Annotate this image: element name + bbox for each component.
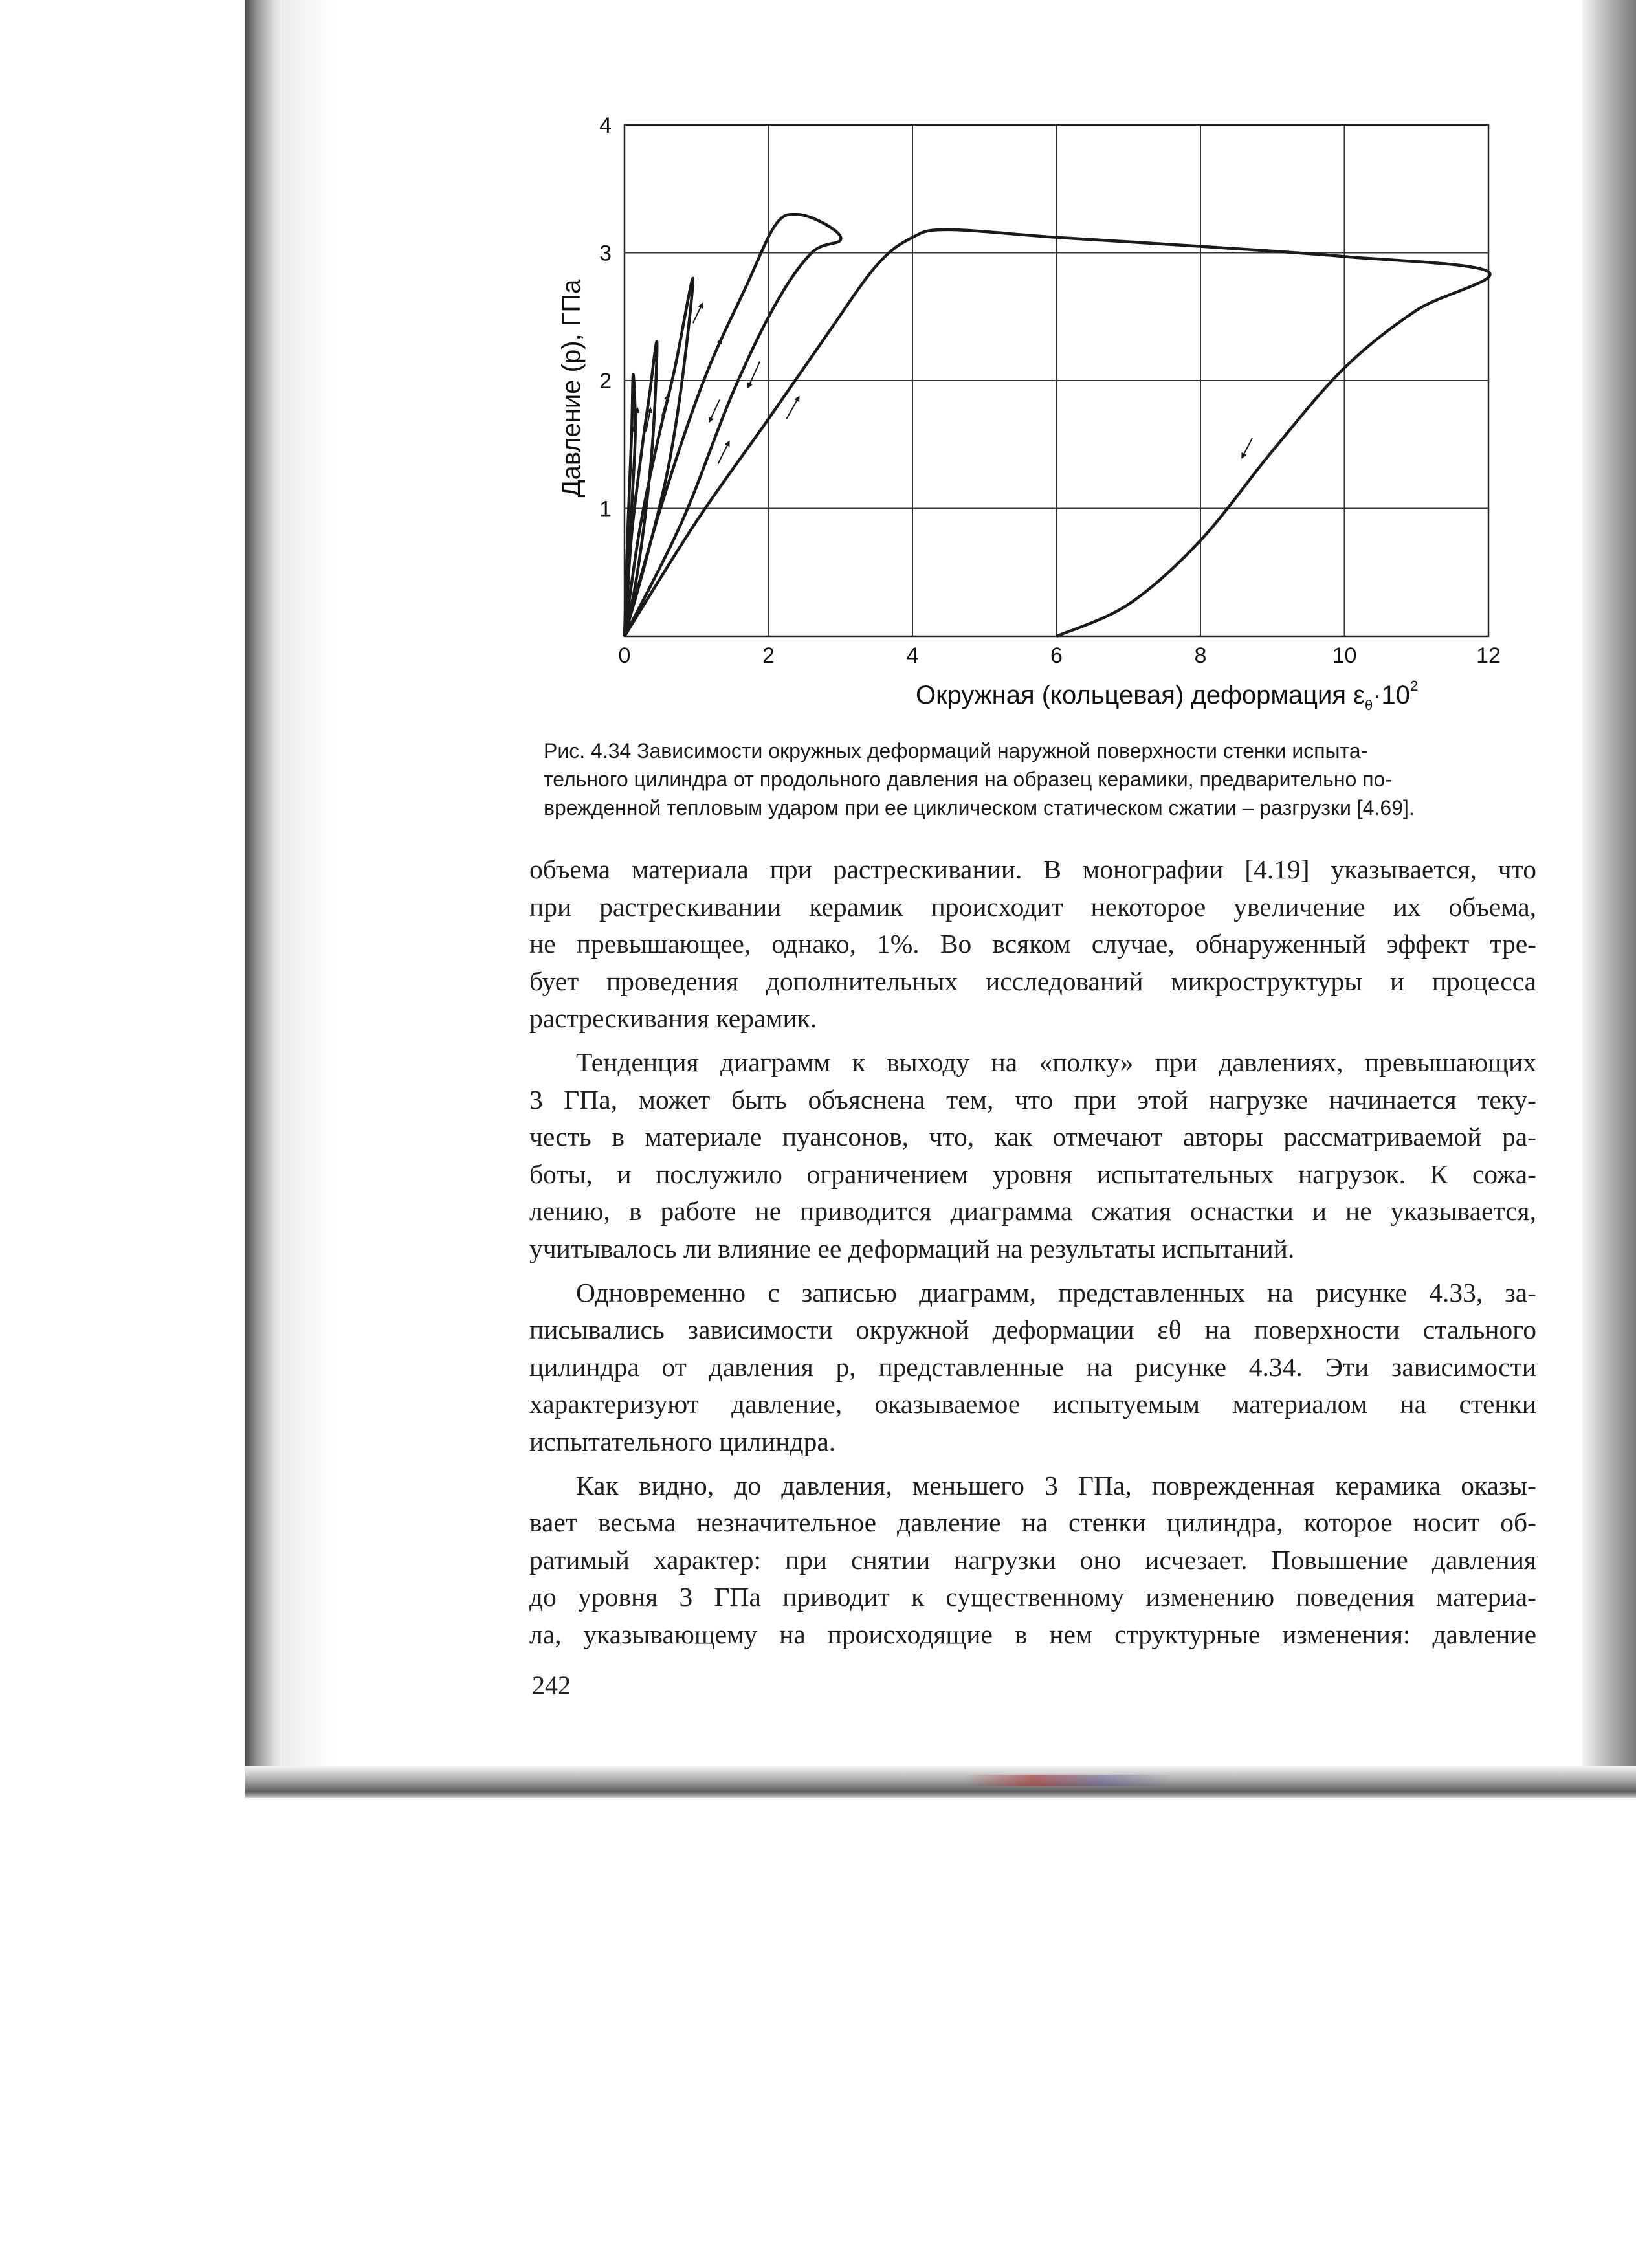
text-line: цилиндра от давления p, представленные на рисунке 4.34. Эти зависимости [529,1351,1536,1382]
direction-arrow [718,442,729,464]
book-bottom-edge [245,1766,1636,1798]
text-line: вает весьма незначительное давление на стенки цилиндра, которое носит об- [529,1507,1536,1538]
x-axis-title-suffix: ·10 [1373,681,1411,709]
page-number: 242 [532,1671,571,1700]
direction-arrow [709,400,720,422]
x-tick-label: 12 [1476,643,1501,668]
text-line: объема материала при растрескивании. В монографии [4.19] указывается, что [529,854,1536,884]
y-tick-label: 4 [599,113,612,138]
text-line: Как видно, до давления, меньшего 3 ГПа, поврежденная керамика оказы- [576,1470,1536,1500]
text-line: не превышающее, однако, 1%. Во всяком случае, обнаруженный эффект тре- [529,929,1536,959]
text-line: Тенденция диаграмм к выходу на «полку» при давлениях, превышающих [576,1047,1536,1077]
x-axis-title-sub: θ [1364,697,1373,713]
paragraph [529,851,1536,1038]
y-tick-label: 2 [599,369,612,394]
text-line: боты, и послужило ограничением уровня испытательных нагрузок. К сожа- [529,1159,1536,1189]
x-axis-title-sup: 2 [1410,678,1419,694]
direction-arrow [693,304,702,324]
direction-arrow [711,340,722,362]
caption-line: тельного цилиндра от продольного давления на образец керамики, предварительно по- [544,768,1392,791]
text-line: растрескивания керамик. [529,1003,817,1034]
caption-line: Рис. 4.34 Зависимости окружных деформаций наружной поверхности стенки испыта- [544,739,1368,762]
text-line: ратимый характер: при снятии нагрузки оно исчезает. Повышение давления [529,1544,1536,1575]
text-line: 3 ГПа, может быть объяснена тем, что при этой нагрузке начинается теку- [529,1084,1536,1115]
text-line: честь в материале пуансонов, что, как отмечают авторы рассматриваемой ра- [529,1122,1536,1152]
text-line: Одновременно с записью диаграмм, представленных на рисунке 4.33, за- [576,1277,1536,1307]
direction-arrow [748,361,760,387]
y-axis-title: Давление (р), ГПа [557,279,586,498]
body-text [529,851,1536,1653]
direction-arrow [786,397,799,419]
x-tick-label: 0 [618,643,631,668]
text-line: учитывалось ли влияние ее деформаций на результаты испытаний. [529,1233,1295,1263]
direction-arrow [1243,438,1253,458]
y-tick-label: 1 [599,496,612,522]
series-line [625,230,1490,636]
text-line: испытательного цилиндра. [529,1426,836,1456]
paragraph [529,1467,1536,1654]
paragraph [529,1274,1536,1461]
x-tick-label: 8 [1194,643,1207,668]
caption-line: врежденной тепловым ударом при ее циклическом статическом сжатии – разгрузки [4.69]. [544,796,1415,819]
figure-caption [544,737,1540,822]
y-tick-labels [599,113,612,522]
x-tick-label: 2 [762,643,775,668]
text-line: писывались зависимости окружной деформации εθ на поверхности стального [529,1315,1536,1345]
x-tick-label: 4 [906,643,919,668]
text-line: бует проведения дополнительных исследований микроструктуры и процесса [529,966,1536,996]
chart-grid [625,125,1488,636]
paragraph [529,1044,1536,1268]
x-axis-title [916,678,1418,713]
text-line: характеризуют давление, оказываемое испытуемым материалом на стенки [529,1389,1536,1419]
x-tick-label: 10 [1332,643,1357,668]
text-line: ла, указывающему на происходящие в нем структурные изменения: давление [529,1619,1536,1649]
x-tick-labels [619,643,1501,668]
x-tick-label: 6 [1050,643,1063,668]
text-line: при растрескивании керамик происходит некоторое увеличение их объема, [529,891,1536,922]
book-cover-tint [964,1775,1171,1786]
text-line: лению, в работе не приводится диаграмма сжатия оснастки и не указывается, [529,1196,1536,1227]
y-tick-label: 3 [599,241,612,266]
series-line [625,214,841,636]
chart-curves [625,214,1490,636]
text-line: до уровня 3 ГПа приводит к существенному изменению поведения материа- [529,1582,1536,1612]
x-axis-title-main: Окружная (кольцевая) деформация ε [916,681,1365,709]
